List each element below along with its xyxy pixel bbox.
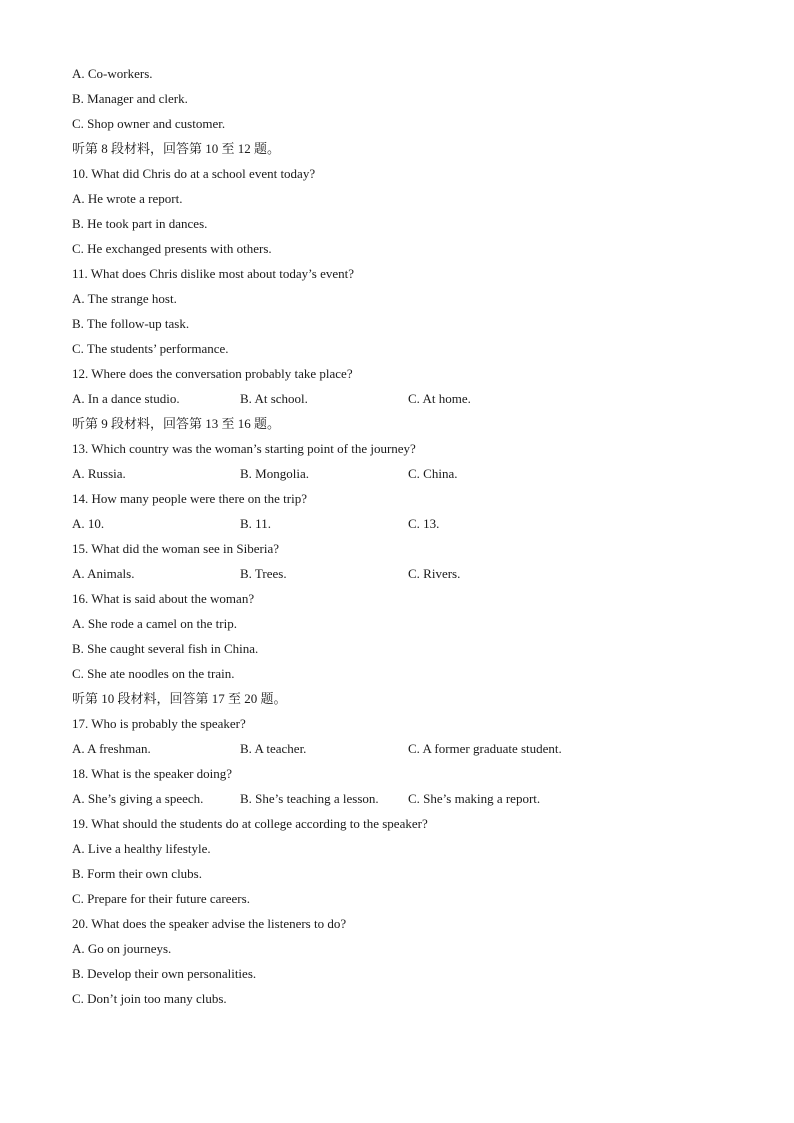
q17-option-c: C. A former graduate student. [408, 741, 562, 756]
q14-option-a: A. 10. [72, 516, 105, 531]
q18-question: 18. What is the speaker doing? [72, 766, 233, 781]
q20-option-c: C. Don’t join too many clubs. [72, 991, 227, 1006]
q17-option-a: A. A freshman. [72, 741, 151, 756]
q20-question: 20. What does the speaker advise the listeners to do? [72, 916, 347, 931]
q12-question: 12. Where does the conversation probably take place? [72, 366, 353, 381]
q19-option-a: A. Live a healthy lifestyle. [72, 841, 211, 856]
q17-question: 17. Who is probably the speaker? [72, 716, 246, 731]
exam-page [72, 63, 732, 1013]
section-9-header: 听第 9 段材料，回答第 13 至 16 题。 [72, 416, 281, 431]
q13-options [72, 463, 732, 488]
q18-option-b: B. She’s teaching a lesson. [240, 791, 379, 806]
q13-question: 13. Which country was the woman’s starting point of the journey? [72, 441, 416, 456]
q14-question: 14. How many people were there on the trip? [72, 491, 308, 506]
q10-question: 10. What did Chris do at a school event today? [72, 166, 316, 181]
q16-option-b: B. She caught several fish in China. [72, 641, 259, 656]
q12-option-a: A. In a dance studio. [72, 391, 180, 406]
q10-option-c: C. He exchanged presents with others. [72, 241, 272, 256]
q15-option-b: B. Trees. [240, 566, 287, 581]
q20-option-a: A. Go on journeys. [72, 941, 172, 956]
q14-option-c: C. 13. [408, 516, 440, 531]
q20-option-b: B. Develop their own personalities. [72, 966, 257, 981]
q12-options [72, 388, 732, 413]
q11-question: 11. What does Chris dislike most about today’s event? [72, 266, 354, 281]
q12-option-b: B. At school. [240, 391, 308, 406]
q9-option-a: A. Co-workers. [72, 66, 153, 81]
q16-option-c: C. She ate noodles on the train. [72, 666, 235, 681]
q9-option-b: B. Manager and clerk. [72, 91, 188, 106]
q18-option-a: A. She’s giving a speech. [72, 791, 204, 806]
q17-option-b: B. A teacher. [240, 741, 307, 756]
q12-option-c: C. At home. [408, 391, 471, 406]
q10-option-a: A. He wrote a report. [72, 191, 183, 206]
section-10-header: 听第 10 段材料，回答第 17 至 20 题。 [72, 691, 287, 706]
q15-option-c: C. Rivers. [408, 566, 461, 581]
q14-options [72, 513, 732, 538]
q13-option-c: C. China. [408, 466, 458, 481]
q14-option-b: B. 11. [240, 516, 271, 531]
q13-option-a: A. Russia. [72, 466, 126, 481]
q19-option-c: C. Prepare for their future careers. [72, 891, 250, 906]
q10-option-b: B. He took part in dances. [72, 216, 208, 231]
q19-option-b: B. Form their own clubs. [72, 866, 202, 881]
q18-option-c: C. She’s making a report. [408, 791, 541, 806]
q13-option-b: B. Mongolia. [240, 466, 309, 481]
q19-question: 19. What should the students do at college according to the speaker? [72, 816, 428, 831]
q11-option-c: C. The students’ performance. [72, 341, 229, 356]
q16-question: 16. What is said about the woman? [72, 591, 255, 606]
q11-option-a: A. The strange host. [72, 291, 177, 306]
q17-options [72, 738, 732, 763]
section-8-header: 听第 8 段材料，回答第 10 至 12 题。 [72, 141, 281, 156]
q18-options [72, 788, 732, 813]
q16-option-a: A. She rode a camel on the trip. [72, 616, 237, 631]
q15-question: 15. What did the woman see in Siberia? [72, 541, 279, 556]
q15-options [72, 563, 732, 588]
q9-option-c: C. Shop owner and customer. [72, 116, 226, 131]
q15-option-a: A. Animals. [72, 566, 135, 581]
q11-option-b: B. The follow-up task. [72, 316, 190, 331]
